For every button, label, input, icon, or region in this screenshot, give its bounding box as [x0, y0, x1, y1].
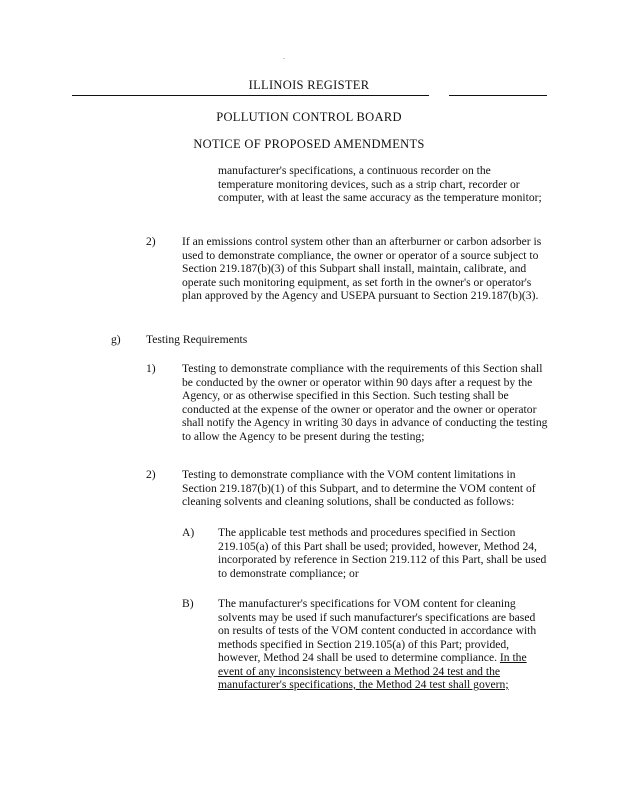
item-g1-label: 1)	[146, 362, 156, 375]
item-B-text: The manufacturer's specifications for VOM content for cleaning solvents may be used if such manufacturer's specifications are based on results of tests of the VOM content conducted in accordance with methods specified in Section 219.105(a) of this Part; provided, however, Method 24 shall be used to determine compliance.	[218, 597, 537, 664]
item-B-paragraph	[218, 597, 548, 692]
header-rule-left	[72, 95, 429, 96]
subsection-g-heading: Testing Requirements	[146, 333, 248, 346]
board-name: POLLUTION CONTROL BOARD	[216, 110, 402, 124]
item-B-label: B)	[182, 597, 194, 610]
continuation-paragraph: manufacturer's specifications, a continuous recorder on the temperature monitoring devices, such as a strip chart, recorder or computer, with at least the same accuracy as the temperature monitor;	[218, 164, 542, 204]
item-A-paragraph: The applicable test methods and procedures specified in Section 219.105(a) of this Part shall be used; provided, however, Method 24, incorporated by reference in Section 219.112 of this Part, shall be used to demonstrate compliance; or	[218, 526, 547, 580]
item-g2-paragraph: Testing to demonstrate compliance with the VOM content limitations in Section 219.187(b)(1) of this Subpart, and to determine the VOM content of cleaning solvents and cleaning solutions, shall be conducted as follows:	[182, 468, 536, 508]
item-g1-paragraph: Testing to demonstrate compliance with the requirements of this Section shall be conducted by the owner or operator within 90 days after a request by the Agency, or as otherwise specified in this Section. Such testing shall be conducted at the expense of the owner or operator and the owner or operator shall notify the Agency in writing 30 days in advance of conducting the testing to allow the Agency to be present during the testing;	[182, 362, 548, 443]
scan-speck: .	[283, 52, 285, 61]
item-A-label: A)	[182, 526, 195, 539]
header-rule-right	[449, 95, 547, 96]
register-title: ILLINOIS REGISTER	[248, 78, 370, 92]
notice-title: NOTICE OF PROPOSED AMENDMENTS	[193, 137, 425, 151]
item-2-paragraph: If an emissions control system other than an afterburner or carbon adsorber is used to demonstrate compliance, the owner or operator of a source subject to Section 219.187(b)(3) of this Subpart shall install, maintain, calibrate, and operate such monitoring equipment, as set forth in the owner's or operator's plan approved by the Agency and USEPA pursuant to Section 219.187(b)(3).	[182, 235, 542, 302]
subsection-g-label: g)	[111, 333, 121, 346]
item-2-label: 2)	[146, 235, 156, 248]
item-B-added-text: In the event of any inconsistency between a Method 24 test and the manufacturer's specifications, the Method 24 test shall govern;	[218, 651, 527, 691]
item-g2-label: 2)	[146, 468, 156, 481]
